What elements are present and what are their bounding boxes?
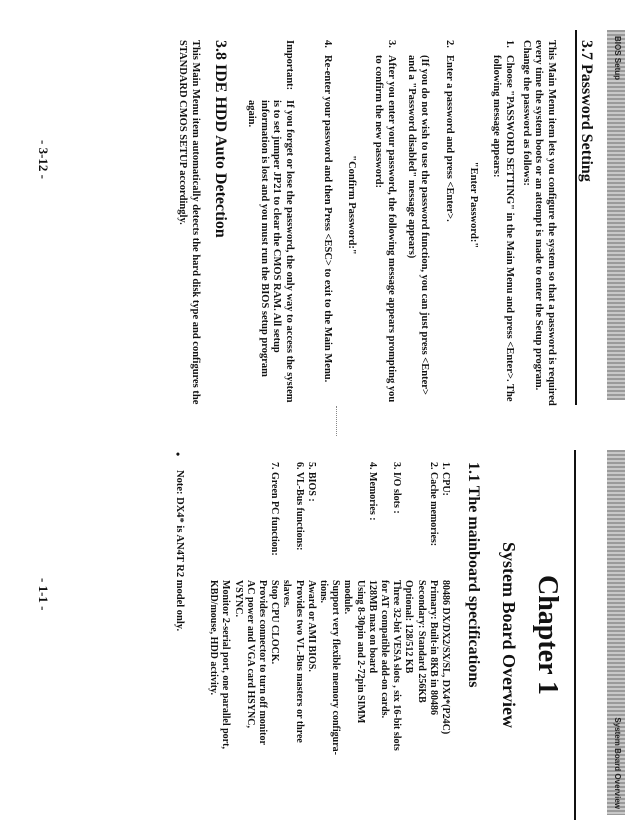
step-4-text: Re-enter your password and then Press <ESC> to exit to the Main Menu. (322, 55, 333, 383)
left-header-band (607, 30, 625, 400)
note-bullet: • (171, 452, 185, 457)
right-header-label: System Board Overview (613, 717, 622, 809)
spec-value: Provides two VL-Bus masters or three (293, 580, 305, 743)
spec-value: slaves. (281, 580, 293, 608)
step-3-number: 3. (386, 40, 397, 48)
spec-label: 2. Cache memories: (427, 462, 439, 547)
spec-value: VSYNC. (232, 580, 244, 617)
spec-label: 5. BIOS : (305, 462, 317, 502)
left-page-number: - 3-12 - (36, 140, 51, 179)
step-2-note: (If you do not wish to use the password function, you can just press <Enter> and a "Password disabled" message appears) (406, 55, 430, 395)
step-2-number: 2. (444, 40, 455, 48)
spec-value: tions. (318, 580, 329, 604)
step-1-message: "Enter Password:" (468, 161, 479, 249)
step-4-number: 4. (322, 40, 333, 48)
spec-value: Stop CPU CLOCK. (269, 580, 281, 665)
spec-value: for AT compatible add-on cards. (379, 580, 390, 719)
page-fold-dots (336, 406, 337, 436)
spec-value: 80486 DX/DX2/SX/SL, DX4*(P24C) (440, 580, 451, 735)
spec-label: 4. Memories : (366, 462, 378, 521)
spec-label: 3. I/O slots : (391, 462, 403, 514)
step-3-message: "Confirm Password:" (346, 155, 357, 255)
spec-label: 1. CPU: (440, 462, 451, 496)
note-text: Note: DX4* is AN4T R2 model only. (174, 470, 185, 632)
spec-value: Three 32-bit VESA slots , six 16-bit slots (391, 580, 403, 751)
important-label: Important: (284, 40, 295, 91)
spec-value: Secondary: Standard 256KB (415, 580, 427, 703)
spec-value: Using 8-30pin and 2-72pin SIMM (354, 580, 366, 724)
section-3-7-title: 3.7 Password Setting (578, 40, 595, 182)
important-text: If you forget or lose the password, the only way to access the system is to set jumper JP21 to clear the CMOS RAM. All setup information is lost and you must run the BIOS setup program again. (246, 100, 295, 403)
right-header-band (607, 450, 625, 815)
right-header-rule (574, 450, 576, 820)
spec-value: Optional: 128/512 KB (403, 580, 415, 674)
section-3-7-intro: This Main Menu item lets you configure the system so that a password is required every time the system boots or an attempt is made to enter the Setup program. Change the password as follows: (521, 40, 557, 406)
step-1-number: 1. (504, 40, 515, 48)
spec-value: 128MB max on board (366, 580, 378, 674)
spec-label: 6. VL-Bus functions: (293, 462, 305, 551)
chapter-title: Chapter 1 (532, 574, 563, 696)
step-3-text: After you enter your password, the following message appears prompting you to confirm the new password: (373, 55, 397, 403)
spec-value: Award or AMI BIOS. (305, 580, 317, 672)
chapter-subtitle: System Board Overview (499, 542, 519, 728)
section-1-1-title: 1.1 The mainboard specifications (465, 462, 482, 688)
spec-value: Primary: Built-in 8KB in 80486 (427, 580, 439, 715)
spec-value: Monitor 2-serial port, one parallel port, (220, 580, 232, 749)
spec-value: AC power and VGA card HSYNC, (244, 580, 256, 728)
section-3-8-text: This Main Menu item automatically detects the hard disk type and configures the STANDARD CMOS SETUP accordingly. (177, 40, 201, 405)
spec-value: Provides connector to turn off monitor (257, 580, 268, 745)
step-2-text: Enter a password and press <Enter>. (444, 55, 455, 222)
step-1-text: Choose "PASSWORD SETTING" in the Main Menu and press <Enter>. The following message appears: (491, 55, 515, 402)
section-3-8-title: 3.8 IDE HDD Auto Detection (212, 40, 229, 238)
left-header-label: BIOS Setup (613, 36, 622, 81)
spec-value: Support very flexible memory configura- (330, 580, 342, 755)
spec-list (201, 462, 451, 817)
spec-value: module. (342, 580, 354, 615)
spec-label: 7. Green PC function: (269, 462, 281, 556)
spec-value: KBD/mouse, HDD activity. (208, 580, 220, 695)
right-page-number: - 1-1 - (36, 578, 51, 611)
